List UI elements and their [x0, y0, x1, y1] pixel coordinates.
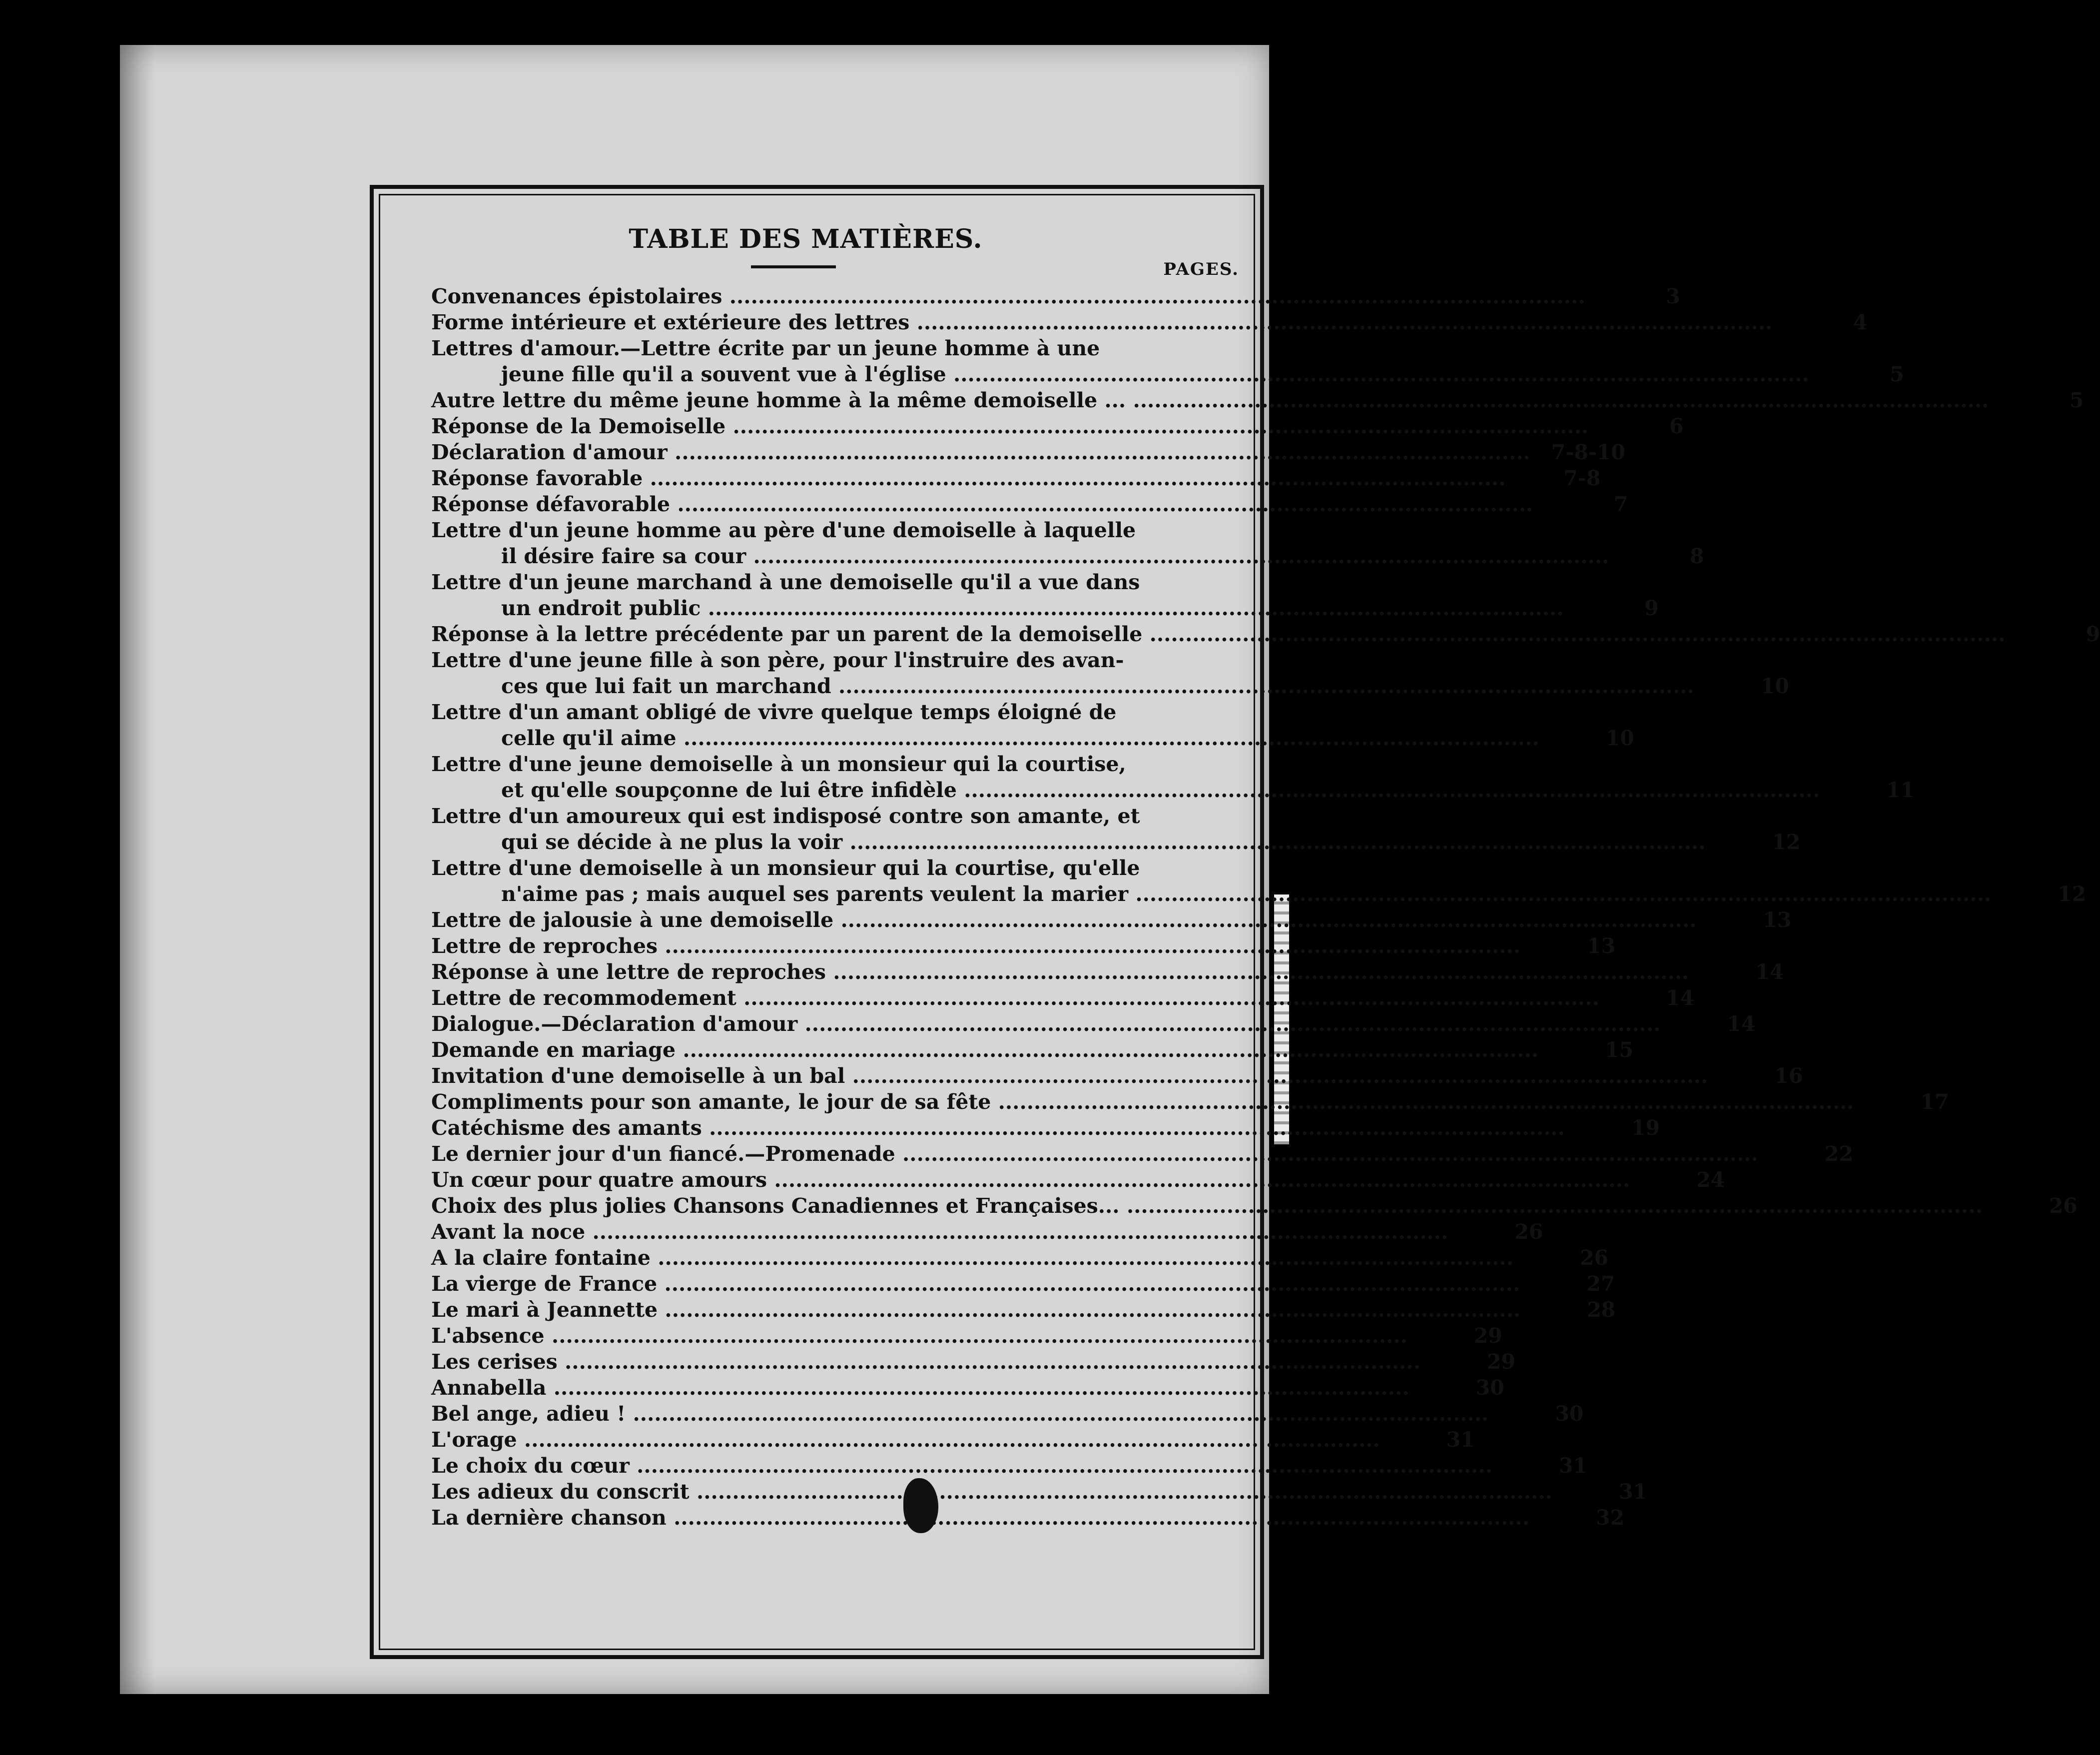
toc-entry — [431, 1401, 1584, 1427]
toc-entry-page: 31 — [1558, 1454, 1588, 1478]
toc-entry — [431, 465, 1601, 491]
toc-entry-page: 9 — [2086, 622, 2100, 646]
toc-entry — [431, 569, 1659, 621]
leader-dots — [845, 1064, 1708, 1088]
leader-dots — [725, 414, 1588, 438]
toc-entry — [431, 283, 1680, 309]
toc-entry-page: 7 — [1613, 492, 1628, 516]
toc-entry-title — [431, 933, 1540, 959]
toc-entry — [431, 907, 1792, 933]
toc-entry-page: 26 — [1580, 1246, 1609, 1270]
ink-blot — [903, 1478, 938, 1533]
toc-entry — [431, 1479, 1647, 1505]
book-page — [120, 45, 2100, 1694]
toc-entry — [431, 387, 2084, 413]
leader-dots — [658, 1298, 1520, 1322]
toc-entry-line: jeune fille qu'il a souvent vue à l'église ..... — [431, 361, 1809, 387]
toc-entry-title — [431, 517, 1629, 569]
toc-entry-line: Le mari à Jeannette ..... — [431, 1297, 1520, 1323]
toc-entry-page: 4 — [1853, 310, 1868, 334]
toc-entry-title — [431, 1089, 1874, 1115]
toc-entry-title — [431, 1271, 1540, 1297]
toc-entry-line: Catéchisme des amants ..... — [431, 1115, 1565, 1141]
toc-entry-page: 5 — [1890, 362, 1904, 386]
leader-dots — [643, 466, 1505, 490]
toc-entry — [431, 491, 1628, 517]
leader-dots — [722, 284, 1585, 308]
toc-entry-title — [431, 855, 2011, 907]
leader-dots — [670, 492, 1533, 516]
toc-entry-page: 14 — [1727, 1012, 1756, 1036]
toc-entry-page: 27 — [1586, 1272, 1615, 1296]
toc-entry-title — [431, 1141, 1778, 1167]
toc-entry-line: ces que lui fait un marchand ..... — [431, 673, 1694, 699]
toc-entry — [431, 1219, 1543, 1245]
toc-entry — [431, 335, 1904, 387]
toc-entry-line: Réponse défavorable ..... — [431, 491, 1533, 517]
toc-entry-page: 13 — [1763, 908, 1792, 932]
toc-entry-line: Déclaration d'amour ..... — [431, 439, 1530, 465]
toc-entry-line: Annabella ..... — [431, 1375, 1409, 1401]
leader-dots — [1126, 388, 1989, 412]
toc-entry-title — [431, 1219, 1468, 1245]
toc-entry-page: 26 — [1514, 1220, 1543, 1244]
toc-entry-title — [431, 1349, 1440, 1375]
toc-entry-page: 14 — [1665, 986, 1695, 1010]
toc-entry-title — [431, 283, 1605, 309]
leader-dots — [831, 674, 1694, 698]
toc-entry-line: Convenances épistolaires ..... — [431, 283, 1585, 309]
toc-entry-line: Lettre d'un jeune marchand à une demoiselle qu'il a vue dans — [431, 570, 1140, 594]
toc-entry — [431, 1245, 1609, 1271]
leader-dots — [626, 1402, 1488, 1426]
toc-entry-title — [431, 1427, 1400, 1453]
leader-dots — [767, 1168, 1630, 1192]
toc-entry-line: n'aime pas ; mais auquel ses parents veulent la marier ..... — [431, 881, 1991, 907]
toc-entry-page: 22 — [1824, 1142, 1853, 1166]
toc-entry-line: Lettre de recommodement ..... — [431, 985, 1599, 1011]
leader-dots — [668, 440, 1530, 464]
leader-dots — [517, 1428, 1380, 1452]
toc-entry-line: Choix des plus jolies Chansons Canadiennes et Françaises... ..... — [431, 1193, 1983, 1219]
toc-entry-line: Les cerises ..... — [431, 1349, 1420, 1375]
toc-entry — [431, 1323, 1502, 1349]
toc-entry — [431, 1011, 1756, 1037]
toc-entry — [431, 1375, 1504, 1401]
toc-entry-page: 3 — [1666, 284, 1680, 308]
toc-entry-title — [431, 1193, 2003, 1219]
toc-entry — [431, 1089, 1949, 1115]
toc-entry-title — [431, 1011, 1680, 1037]
leader-dots — [991, 1090, 1854, 1114]
toc-entry — [431, 1167, 1725, 1193]
toc-entry-title — [431, 959, 1709, 985]
toc-entry-line: Réponse de la Demoiselle ..... — [431, 413, 1588, 439]
toc-entry-page: 15 — [1605, 1038, 1634, 1062]
leader-dots — [545, 1324, 1407, 1348]
toc-entry-title — [431, 1479, 1572, 1505]
pages-column-header: PAGES. — [1163, 259, 1239, 279]
toc-entry-line: Compliments pour son amante, le jour de sa fête ..... — [431, 1089, 1854, 1115]
toc-entry-line: A la claire fontaine ..... — [431, 1245, 1513, 1271]
toc-entry-line: Lettre d'une jeune fille à son père, pour l'instruire des avan- — [431, 648, 1124, 672]
toc-entry-title — [431, 1037, 1558, 1063]
leader-dots — [746, 544, 1609, 568]
leader-dots — [895, 1142, 1758, 1166]
toc-entry-line: celle qu'il aime ..... — [431, 725, 1539, 751]
toc-entry — [431, 1271, 1615, 1297]
toc-entry-title — [431, 699, 1559, 751]
toc-entry — [431, 439, 1625, 465]
toc-entry-page: 13 — [1587, 934, 1616, 958]
toc-entry-line: L'orage ..... — [431, 1427, 1380, 1453]
leader-dots — [1142, 622, 2005, 646]
leader-dots — [651, 1246, 1513, 1270]
toc-entry-line: Lettre d'une demoiselle à un monsieur qui la courtise, qu'elle — [431, 856, 1140, 880]
toc-entry-line: Réponse favorable ..... — [431, 465, 1505, 491]
toc-entry-title — [431, 1115, 1585, 1141]
toc-entry-title — [431, 569, 1584, 621]
toc-entry-line: Un cœur pour quatre amours ..... — [431, 1167, 1630, 1193]
toc-entry-page: 26 — [2049, 1194, 2078, 1218]
toc-entry — [431, 959, 1784, 985]
toc-entry-page: 16 — [1774, 1064, 1803, 1088]
toc-entry-title — [431, 751, 1840, 803]
toc-entry-title — [431, 1401, 1508, 1427]
leader-dots — [702, 1116, 1565, 1140]
toc-entry-page: 30 — [1475, 1376, 1504, 1400]
leader-dots — [1120, 1194, 1983, 1218]
leader-dots — [585, 1220, 1448, 1244]
toc-entry — [431, 1193, 2078, 1219]
leader-dots — [909, 310, 1772, 334]
toc-entry-line: Les adieux du conscrit ..... — [431, 1479, 1552, 1505]
toc-entry-line: qui se décide à ne plus la voir ..... — [431, 829, 1705, 855]
toc-entry-page: 28 — [1587, 1298, 1616, 1322]
toc-content — [431, 224, 2100, 1531]
toc-entry — [431, 413, 1684, 439]
toc-entry-line: Dialogue.—Déclaration d'amour ..... — [431, 1011, 1660, 1037]
toc-entry-page: 12 — [2058, 882, 2087, 906]
toc-entry — [431, 699, 1634, 751]
toc-entry-page: 5 — [2069, 388, 2084, 412]
toc-entry-title — [431, 439, 1550, 465]
toc-entry — [431, 1063, 1803, 1089]
toc-entry-line: Réponse à la lettre précédente par un parent de la demoiselle ..... — [431, 621, 2005, 647]
toc-entry-title — [431, 465, 1525, 491]
toc-list — [431, 283, 2100, 1531]
toc-entry — [431, 1453, 1588, 1479]
toc-entry-page: 17 — [1920, 1090, 1949, 1114]
toc-entry-page: 19 — [1631, 1116, 1660, 1140]
leader-dots — [667, 1506, 1529, 1530]
toc-entry-line: Demande en mariage ..... — [431, 1037, 1538, 1063]
leader-dots — [657, 1272, 1520, 1296]
leader-dots — [676, 1038, 1538, 1062]
toc-entry-page: 14 — [1755, 960, 1784, 984]
toc-entry-title — [431, 1245, 1533, 1271]
toc-entry-line: Lettre d'un jeune homme au père d'une demoiselle à laquelle — [431, 518, 1136, 542]
toc-entry-page: 6 — [1669, 414, 1684, 438]
toc-entry-line: Avant la noce ..... — [431, 1219, 1448, 1245]
toc-entry — [431, 309, 1868, 335]
leader-dots — [658, 934, 1520, 958]
toc-entry-line: un endroit public ..... — [431, 595, 1564, 621]
toc-entry-line: Lettre d'une jeune demoiselle à un monsieur qui la courtise, — [431, 752, 1126, 776]
toc-entry-line: Le choix du cœur ..... — [431, 1453, 1492, 1479]
toc-entry-page: 31 — [1446, 1428, 1475, 1452]
toc-entry-title — [431, 621, 2025, 647]
toc-entry-title — [431, 491, 1553, 517]
toc-entry-title — [431, 803, 1725, 855]
toc-entry-title — [431, 335, 1829, 387]
toc-entry-page: 9 — [1644, 596, 1659, 620]
toc-entry-page: 10 — [1760, 674, 1789, 698]
toc-entry — [431, 933, 1616, 959]
toc-entry-line: Invitation d'une demoiselle à un bal ..... — [431, 1063, 1708, 1089]
leader-dots — [736, 986, 1599, 1010]
toc-entry — [431, 1037, 1634, 1063]
toc-entry-page: 31 — [1618, 1480, 1647, 1504]
toc-entry-title — [431, 1063, 1728, 1089]
toc-entry — [431, 985, 1695, 1011]
toc-entry-title — [431, 985, 1619, 1011]
toc-entry-title — [431, 1297, 1540, 1323]
toc-entry-title — [431, 1505, 1549, 1531]
toc-entry-line: L'absence ..... — [431, 1323, 1407, 1349]
leader-dots — [700, 596, 1563, 620]
leader-dots — [690, 1480, 1552, 1504]
toc-entry-title — [431, 907, 1716, 933]
toc-entry-page: 12 — [1772, 830, 1801, 854]
leader-dots — [946, 362, 1809, 386]
toc-entry-line: Réponse à une lettre de reproches ..... — [431, 959, 1689, 985]
toc-entry-line: La dernière chanson ..... — [431, 1505, 1529, 1531]
toc-entry-line: Lettre de reproches ..... — [431, 933, 1520, 959]
toc-entry-title — [431, 1453, 1512, 1479]
toc-entry-line: Le dernier jour d'un fiancé.—Promenade ..... — [431, 1141, 1758, 1167]
toc-entry — [431, 751, 1915, 803]
leader-dots — [833, 908, 1696, 932]
toc-entry-page: 30 — [1555, 1402, 1584, 1426]
toc-entry-title — [431, 1167, 1650, 1193]
toc-entry-title — [431, 413, 1608, 439]
leader-dots — [630, 1454, 1492, 1478]
toc-entry — [431, 1505, 1624, 1531]
toc-entry-line: Lettre de jalousie à une demoiselle ..... — [431, 907, 1696, 933]
toc-entry — [431, 1349, 1515, 1375]
toc-entry-line: Forme intérieure et extérieure des lettres ..... — [431, 309, 1772, 335]
toc-entry-page: 24 — [1696, 1168, 1725, 1192]
toc-entry-line: et qu'elle soupçonne de lui être infidèle ..... — [431, 777, 1820, 803]
toc-entry-page: 11 — [1886, 778, 1915, 802]
toc-entry-page: 32 — [1595, 1506, 1624, 1530]
toc-entry — [431, 1115, 1660, 1141]
toc-entry-line: Bel ange, adieu ! ..... — [431, 1401, 1488, 1427]
toc-entry-page: 29 — [1486, 1350, 1515, 1374]
toc-entry-title — [431, 387, 2009, 413]
toc-entry-page: 7-8-10 — [1551, 440, 1625, 464]
title-rule — [751, 265, 836, 268]
toc-entry-title — [431, 647, 1714, 699]
page-title: TABLE DES MATIÈRES. — [629, 224, 983, 254]
toc-entry-line: Lettre d'un amant obligé de vivre quelque temps éloigné de — [431, 700, 1117, 724]
toc-entry — [431, 803, 1801, 855]
toc-entry-line: Lettre d'un amoureux qui est indisposé contre son amante, et — [431, 804, 1140, 828]
leader-dots — [677, 726, 1539, 750]
toc-entry-line: Autre lettre du même jeune homme à la même demoiselle ... ..... — [431, 387, 1989, 413]
toc-entry-title — [431, 309, 1792, 335]
toc-entry-page: 10 — [1605, 726, 1634, 750]
toc-entry-line: La vierge de France ..... — [431, 1271, 1520, 1297]
toc-entry — [431, 1141, 1853, 1167]
toc-entry — [431, 855, 2087, 907]
toc-entry-title — [431, 1375, 1429, 1401]
toc-entry — [431, 621, 2100, 647]
toc-entry-title — [431, 1323, 1427, 1349]
table-frame — [370, 185, 2100, 1659]
toc-entry-page: 8 — [1689, 544, 1704, 568]
toc-entry — [431, 517, 1704, 569]
toc-entry-page: 7-8 — [1563, 466, 1601, 490]
leader-dots — [842, 830, 1705, 854]
toc-entry — [431, 1427, 1475, 1453]
leader-dots — [826, 960, 1689, 984]
leader-dots — [1128, 882, 1991, 906]
leader-dots — [797, 1012, 1660, 1036]
leader-dots — [558, 1350, 1420, 1374]
toc-entry — [431, 647, 1789, 699]
toc-entry-line: Lettres d'amour.—Lettre écrite par un jeune homme à une — [431, 336, 1100, 360]
toc-entry-page: 29 — [1473, 1324, 1502, 1348]
toc-entry-line: il désire faire sa cour ..... — [431, 543, 1609, 569]
leader-dots — [546, 1376, 1409, 1400]
toc-entry — [431, 1297, 1616, 1323]
leader-dots — [957, 778, 1820, 802]
